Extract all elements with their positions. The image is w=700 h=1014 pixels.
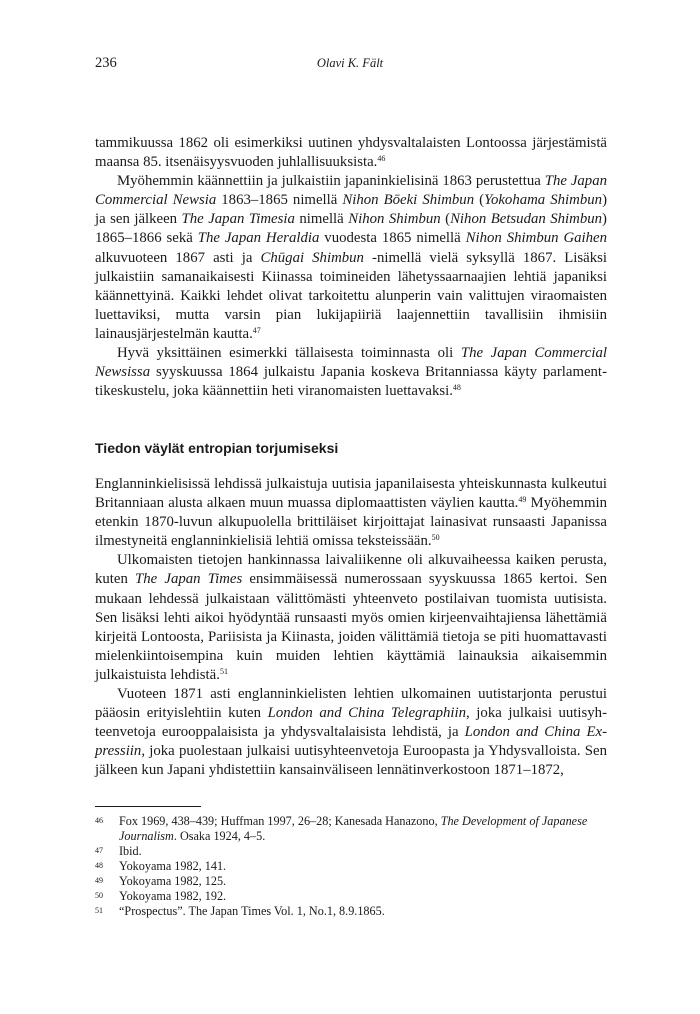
text-run: Ulkomaisten tietojen hankinnassa laivaliikenne oli alkuvaiheessa kaiken perusta, kuten [95, 552, 607, 588]
text-run: ( [440, 211, 451, 228]
italic-text: London and China Expressiin [95, 724, 607, 760]
text-run: Vuoteen 1871 asti englanninkielisten lehtien ulkomainen uutistarjonta perustui pääosin erityislehtiin kuten [95, 686, 607, 722]
footnote-reference: 47 [252, 325, 261, 335]
footnote-number: 51 [95, 906, 103, 915]
text-run: ) ja sen jälkeen [95, 192, 607, 228]
italic-text: The Japan Timesia [181, 211, 295, 228]
footnote-text [119, 859, 607, 874]
paragraph [95, 475, 607, 551]
italic-text: The Japan Commercial Newsia [95, 173, 607, 209]
italic-text: The Japan Commercial Newsissa [95, 345, 607, 381]
footnote [95, 814, 607, 844]
paragraph [95, 551, 607, 685]
text-run: Yokoyama 1982, 192. [119, 889, 227, 903]
text-run: vuodesta 1865 nimellä [319, 230, 466, 247]
footnote-number: 47 [95, 846, 103, 855]
footnote [95, 844, 607, 859]
text-run: ( [474, 192, 485, 209]
paragraph [95, 685, 607, 780]
text-run: Englanninkielisissä lehdissä julkaistuja uutisia japanilaisesta yhteiskunnasta kulkeutui Britanniaan alusta alkaen muun muassa diplomaattisten väylien kautta. [95, 476, 607, 512]
paragraph [95, 172, 607, 344]
footnote-reference: 49 [518, 495, 527, 505]
italic-text: Nihon Shimbun [348, 211, 441, 228]
footnote-reference: 50 [431, 533, 440, 543]
body-text-block-2 [95, 475, 607, 781]
italic-text: The Development of Japanese Journalism [119, 814, 588, 843]
paragraph [95, 344, 607, 401]
footnotes [95, 814, 607, 919]
page-number: 236 [95, 55, 117, 71]
footnote-text [119, 874, 607, 889]
section-heading: Tiedon väylät entropian torjumiseksi [95, 440, 339, 456]
text-run: Yokoyama 1982, 125. [119, 874, 227, 888]
footnote [95, 904, 607, 919]
text-run: Myöhemmin käännettiin ja julkaistiin japaninkielisinä 1863 perustettua [117, 173, 545, 190]
italic-text: Chūgai Shimbun [260, 249, 364, 266]
italic-text: London and China Telegraphiin [267, 705, 467, 722]
footnote-reference: 48 [452, 383, 461, 393]
footnote-number: 49 [95, 876, 103, 885]
text-run: Yokoyama 1982, 141. [119, 859, 227, 873]
footnote [95, 859, 607, 874]
text-run: ensimmäisessä numerossaan syyskuussa 1865 kertoi. Sen mukaan lehdessä julkaistaan välittömästi yhteenveto postilaivan tuomista uutisista. Sen lisäksi lehti aikoi hyödyntää runsaasti myös omien kirjeenvaihtajiensa lähettämiä kirjeitä Lontoosta, Pariisista ja Kiinasta, joiden välittämiä tietoja se piti huomattavasti mielenkiintoisempina kuin muiden lehtien käyttämiä lainauksia aikaisemmin julkaistuista lehdistä. [95, 571, 608, 683]
text-run: Fox 1969, 438–439; Huffman 1997, 26–28; Kanesada Hanazono, [119, 814, 441, 828]
text-run: Ibid. [119, 844, 142, 858]
italic-text: The Japan Heraldia [197, 230, 320, 247]
text-run: 1863–1865 nimellä [216, 192, 343, 209]
text-run: tammikuussa 1862 oli esimerkiksi uutinen yhdysvaltalaisten Lontoossa järjestämistä maansa 85. itsenäisyysvuoden juhlallisuuksista. [95, 135, 607, 171]
text-run: “Prospectus”. The Japan Times Vol. 1, No.1, 8.9.1865. [119, 904, 385, 918]
paragraph [95, 134, 607, 172]
footnote [95, 874, 607, 889]
footnote-text [119, 889, 607, 904]
footnote-reference: 46 [377, 154, 386, 164]
footnote-reference: 51 [219, 666, 228, 676]
footnote [95, 889, 607, 904]
footnote-text [119, 814, 607, 844]
italic-text: Nihon Bōeki Shimbun [342, 192, 475, 209]
footnote-text [119, 904, 607, 919]
footnote-number: 50 [95, 891, 103, 900]
footnote-text [119, 844, 607, 859]
running-head: Olavi K. Fält [316, 56, 384, 70]
text-run: , joka julkaisi uutisyhteenvetoja eurooppalaisista ja yhdysvaltalaisista lehdistä, ja [95, 705, 608, 741]
italic-text: Yokohama Shimbun [484, 192, 603, 209]
footnote-number: 46 [95, 816, 103, 825]
italic-text: The Japan Times [135, 571, 243, 588]
text-run: Hyvä yksittäinen esimerkki tällaisesta toiminnasta oli [117, 345, 461, 362]
text-run: -nimellä vielä syksyllä 1867. Lisäksi julkaistiin samanaikaisesti Kiinassa toimineiden lähetyssaarnaajien lehtiä japaniksi käännettyinä. Kaikki lehdet olivat tarkoitettu alunperin vain valittujen viraomaisten luettaviksi, mutta varsin pian lukijapiiriä laajennettiin tavallisiin ihmisiin lainausjärjestelmän kautta. [95, 249, 607, 342]
text-run: syyskuussa 1864 julkaistu Japania koskeva Britanniassa käyty parlamenttikeskustelu, joka käännettiin heti viranomaisten luettavaksi. [95, 364, 607, 400]
text-run: nimellä [294, 211, 349, 228]
text-run: . Osaka 1924, 4–5. [173, 829, 266, 843]
body-text-block-1 [95, 134, 607, 401]
footnote-number: 48 [95, 861, 103, 870]
text-run: , joka puolestaan julkaisi uutisyhteenvetoja Euroopasta ja Yhdysvalloista. Sen jälkeen kun Japani yhdistettiin kansainväliseen lennätinverkostoon 1871–1872, [95, 743, 607, 779]
italic-text: Nihon Betsudan Shimbun [450, 211, 603, 228]
italic-text: Nihon Shimbun Gaihen [465, 230, 608, 247]
text-run: ) 1865–1866 sekä [95, 211, 607, 247]
text-run: Myöhemmin etenkin 1870-luvun alkupuolella brittiläiset kirjoittajat lainasivat runsaasti Japanissa ilmestyneitä englanninkielisiä lehtiä omissa teksteissään. [95, 495, 607, 550]
footnote-separator [95, 806, 201, 807]
text-run: alkuvuoteen 1867 asti ja [95, 249, 261, 266]
